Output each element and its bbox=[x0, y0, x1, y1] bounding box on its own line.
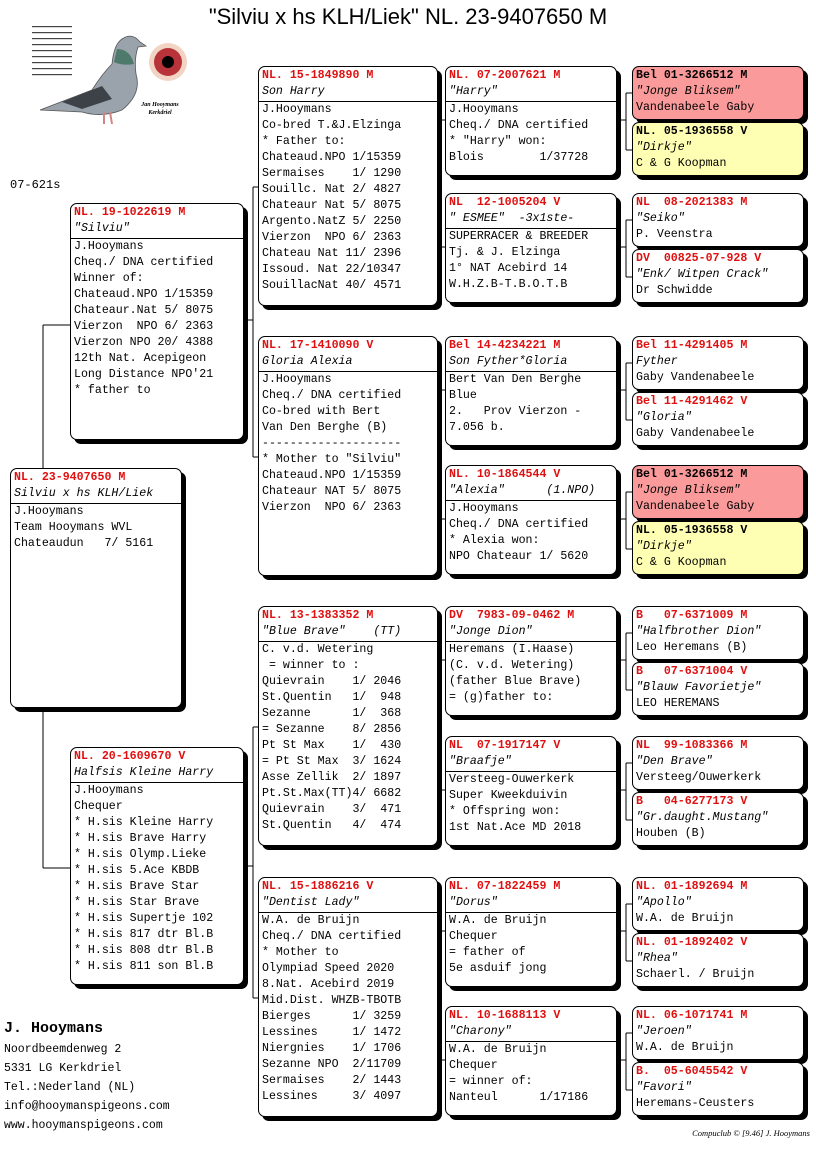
breeder-info bbox=[4, 1018, 170, 1135]
info-line: Chateaur.Nat 5/ 8075 bbox=[74, 304, 214, 317]
info-line: Super Kweekduivin bbox=[449, 789, 568, 802]
ring-number: Bel 11-4291462 V bbox=[636, 395, 748, 408]
pigeon-name: "Apollo" bbox=[636, 896, 692, 909]
pigeon-name: "Dorus" bbox=[446, 895, 616, 913]
owner-name: Gaby Vandenabeele bbox=[636, 371, 755, 384]
pedigree-code: 07-621s bbox=[10, 178, 61, 192]
grandparent-card[interactable] bbox=[258, 877, 438, 1117]
info-line: Chateaud.NPO 1/15359 bbox=[262, 469, 402, 482]
info-line: Vierzon NPO 6/ 2363 bbox=[262, 501, 402, 514]
pigeon-name: "Jonge Bliksem" bbox=[636, 484, 741, 497]
ring-number: Bel 11-4291405 M bbox=[636, 339, 748, 352]
pigeon-name: "Dirkje" bbox=[636, 141, 692, 154]
info-line: Chateau Nat 11/ 2396 bbox=[262, 247, 402, 260]
info-line: = (g)father to: bbox=[449, 691, 554, 704]
pedigree-title: "Silviu x hs KLH/Liek" NL. 23-9407650 M bbox=[208, 4, 608, 29]
info-line: W.A. de Bruijn bbox=[449, 914, 547, 927]
info-line: * H.sis 5.Ace KBDB bbox=[74, 864, 200, 877]
info-line: Co-bred T.&J.Elzinga bbox=[262, 119, 402, 132]
pigeon-name: Halfsis Kleine Harry bbox=[71, 765, 243, 783]
info-line: W.H.Z.B-T.B.O.T.B bbox=[449, 278, 568, 291]
ring-number: B 04-6277173 V bbox=[636, 795, 748, 808]
great-great-grandparent-card[interactable] bbox=[632, 336, 804, 390]
pigeon-name: "Harry" bbox=[446, 84, 616, 102]
ring-number: NL. 05-1936558 V bbox=[636, 524, 748, 537]
info-line: NPO Chateaur 1/ 5620 bbox=[449, 550, 589, 563]
info-line: Chateaud.NPO 1/15359 bbox=[74, 288, 214, 301]
info-line: Cheq./ DNA certified bbox=[74, 256, 214, 269]
info-line: 1° NAT Acebird 14 bbox=[449, 262, 568, 275]
great-great-grandparent-card[interactable] bbox=[632, 465, 804, 519]
owner-name: Dr Schwidde bbox=[636, 284, 713, 297]
ring-number: NL. 07-2007621 M bbox=[449, 69, 561, 82]
info-line: Issoud. Nat 22/10347 bbox=[262, 263, 402, 276]
pigeon-name: "Alexia" (1.NPO) bbox=[446, 483, 616, 501]
great-grandparent-card[interactable] bbox=[445, 336, 617, 446]
ring-number: NL. 06-1071741 M bbox=[636, 1009, 748, 1022]
pigeon-name: "Charony" bbox=[446, 1024, 616, 1042]
info-line: W.A. de Bruijn bbox=[262, 914, 360, 927]
great-great-grandparent-card[interactable] bbox=[632, 521, 804, 575]
ring-number: Bel 01-3266512 M bbox=[636, 468, 748, 481]
info-line: * H.sis Supertje 102 bbox=[74, 912, 214, 925]
pigeon-name: Son Harry bbox=[259, 84, 437, 102]
info-line: SUPERRACER & BREEDER bbox=[449, 230, 589, 243]
owner-name: Vandenabeele Gaby bbox=[636, 101, 755, 114]
great-grandparent-card[interactable] bbox=[445, 877, 617, 987]
pigeon-name: "Blue Brave" (TT) bbox=[259, 624, 437, 642]
info-line: Sezanne 1/ 368 bbox=[262, 707, 402, 720]
ring-number: NL. 01-1892402 V bbox=[636, 936, 748, 949]
owner-name: W.A. de Bruijn bbox=[636, 1041, 734, 1054]
info-line: Heremans (I.Haase) bbox=[449, 643, 575, 656]
pigeon-name: "Dentist Lady" bbox=[259, 895, 437, 913]
pigeon-name: "Dirkje" bbox=[636, 540, 692, 553]
info-line: Sermaises 1/ 1290 bbox=[262, 167, 402, 180]
info-line: Quievrain 3/ 471 bbox=[262, 803, 402, 816]
info-line: Lessines 1/ 1472 bbox=[262, 1026, 402, 1039]
info-line: Cheq./ DNA certified bbox=[449, 518, 589, 531]
ring-number: NL. 15-1886216 V bbox=[262, 880, 374, 893]
info-line: Quievrain 1/ 2046 bbox=[262, 675, 402, 688]
pigeon-name: "Blauw Favorietje" bbox=[636, 681, 762, 694]
info-line: Pt St Max 1/ 430 bbox=[262, 739, 402, 752]
pigeon-name: "Gloria" bbox=[636, 411, 692, 424]
info-line: 1st Nat.Ace MD 2018 bbox=[449, 821, 582, 834]
owner-name: LEO HEREMANS bbox=[636, 697, 720, 710]
great-great-grandparent-card[interactable] bbox=[632, 736, 804, 790]
ring-number: NL. 10-1864544 V bbox=[449, 468, 561, 481]
owner-name: W.A. de Bruijn bbox=[636, 912, 734, 925]
owner-name: Gaby Vandenabeele bbox=[636, 427, 755, 440]
logo-caption: Jan Hooymans bbox=[141, 102, 179, 108]
info-line: * H.sis Brave Harry bbox=[74, 832, 207, 845]
info-line: Vierzon NPO 6/ 2363 bbox=[74, 320, 214, 333]
owner-name: Versteeg/Ouwerkerk bbox=[636, 771, 762, 784]
info-line: Chequer bbox=[449, 1059, 498, 1072]
info-line: SouillacNat 40/ 4571 bbox=[262, 279, 402, 292]
owner-name: C & G Koopman bbox=[636, 556, 727, 569]
info-line: (father Blue Brave) bbox=[449, 675, 582, 688]
pigeon-name: Son Fyther*Gloria bbox=[446, 354, 616, 372]
info-line: * H.sis Olymp.Lieke bbox=[74, 848, 207, 861]
pigeon-name: "Silviu" bbox=[71, 221, 243, 239]
ring-number: NL. 23-9407650 M bbox=[14, 471, 126, 484]
ring-number: NL. 07-1822459 M bbox=[449, 880, 561, 893]
info-line: C. v.d. Wetering bbox=[262, 643, 374, 656]
owner-name: Leo Heremans (B) bbox=[636, 641, 748, 654]
info-line: Blois 1/37728 bbox=[449, 151, 589, 164]
owner-name: P. Veenstra bbox=[636, 228, 713, 241]
info-line: (C. v.d. Wetering) bbox=[449, 659, 575, 672]
great-great-grandparent-card[interactable] bbox=[632, 193, 804, 247]
ring-number: B. 05-6045542 V bbox=[636, 1065, 748, 1078]
info-line: Chateaudun 7/ 5161 bbox=[14, 537, 154, 550]
info-line: Vierzon NPO 6/ 2363 bbox=[262, 231, 402, 244]
grandparent-card[interactable] bbox=[258, 336, 438, 576]
ring-number: NL 08-2021383 M bbox=[636, 196, 748, 209]
great-great-grandparent-card[interactable] bbox=[632, 662, 804, 716]
great-grandparent-card[interactable] bbox=[445, 606, 617, 716]
ring-number: NL. 20-1609670 V bbox=[74, 750, 186, 763]
pigeon-name: "Favori" bbox=[636, 1081, 692, 1094]
ring-number: NL 99-1083366 M bbox=[636, 739, 748, 752]
website-line: www.hooymanspigeons.com bbox=[4, 1119, 163, 1132]
info-line: * H.sis Kleine Harry bbox=[74, 816, 214, 829]
owner-name: Schaerl. / Bruijn bbox=[636, 968, 755, 981]
pigeon-name: "Gr.daught.Mustang" bbox=[636, 811, 769, 824]
info-line: Chequer bbox=[74, 800, 123, 813]
info-line: * father to bbox=[74, 384, 151, 397]
info-line: Vierzon NPO 20/ 4388 bbox=[74, 336, 214, 349]
ring-number: Bel 01-3266512 M bbox=[636, 69, 748, 82]
great-great-grandparent-card[interactable] bbox=[632, 1062, 804, 1116]
info-line: Tj. & J. Elzinga bbox=[449, 246, 561, 259]
dam-card[interactable] bbox=[70, 747, 244, 985]
great-great-grandparent-card[interactable] bbox=[632, 392, 804, 446]
owner-name: Vandenabeele Gaby bbox=[636, 500, 755, 513]
great-great-grandparent-card[interactable] bbox=[632, 1006, 804, 1060]
info-line: = winner to : bbox=[262, 659, 360, 672]
info-line: Van Den Berghe (B) bbox=[262, 421, 388, 434]
owner-name: Houben (B) bbox=[636, 827, 706, 840]
ring-number: Bel 14-4234221 M bbox=[449, 339, 561, 352]
pigeon-name: Silviu x hs KLH/Liek bbox=[11, 486, 181, 504]
great-great-grandparent-card[interactable] bbox=[632, 66, 804, 120]
info-line: St.Quentin 4/ 474 bbox=[262, 819, 402, 832]
info-line: J.Hooymans bbox=[449, 502, 519, 515]
owner-name: C & G Koopman bbox=[636, 157, 727, 170]
info-line: Argento.NatZ 5/ 2250 bbox=[262, 215, 402, 228]
info-line: J.Hooymans bbox=[74, 784, 144, 797]
info-line: Cheq./ DNA certified bbox=[449, 119, 589, 132]
info-line: Chequer bbox=[449, 930, 498, 943]
great-grandparent-card[interactable] bbox=[445, 736, 617, 846]
info-line: * "Harry" won: bbox=[449, 135, 547, 148]
info-line: J.Hooymans bbox=[262, 103, 332, 116]
ring-number: NL. 13-1383352 M bbox=[262, 609, 374, 622]
info-line: Cheq./ DNA certified bbox=[262, 389, 402, 402]
info-line: J.Hooymans bbox=[74, 240, 144, 253]
pigeon-name: "Jonge Dion" bbox=[446, 624, 616, 642]
ring-number: NL. 15-1849890 M bbox=[262, 69, 374, 82]
ring-number: NL. 05-1936558 V bbox=[636, 125, 748, 138]
pigeon-name: "Jonge Bliksem" bbox=[636, 85, 741, 98]
sire-card[interactable] bbox=[70, 203, 244, 440]
info-line: Long Distance NPO'21 bbox=[74, 368, 214, 381]
info-line: * Mother to "Silviu" bbox=[262, 453, 402, 466]
info-line: * Offspring won: bbox=[449, 805, 561, 818]
ring-number: B 07-6371009 M bbox=[636, 609, 748, 622]
grandparent-card[interactable] bbox=[258, 66, 438, 306]
info-line: Team Hooymans WVL bbox=[14, 521, 133, 534]
info-line: Pt.St.Max(TT)4/ 6682 bbox=[262, 787, 402, 800]
pigeon-name: "Enk/ Witpen Crack" bbox=[636, 268, 769, 281]
great-great-grandparent-card[interactable] bbox=[632, 792, 804, 846]
ring-number: NL. 17-1410090 V bbox=[262, 339, 374, 352]
info-line: * H.sis Brave Star bbox=[74, 880, 200, 893]
info-line: Sermaises 2/ 1443 bbox=[262, 1074, 402, 1087]
pigeon-name: "Halfbrother Dion" bbox=[636, 625, 762, 638]
pigeon-name: "Rhea" bbox=[636, 952, 678, 965]
info-line: 12th Nat. Acepigeon bbox=[74, 352, 207, 365]
info-line: = Sezanne 8/ 2856 bbox=[262, 723, 402, 736]
ring-number: DV 00825-07-928 V bbox=[636, 252, 762, 265]
info-line: Co-bred with Bert bbox=[262, 405, 381, 418]
ring-number: NL. 01-1892694 M bbox=[636, 880, 748, 893]
great-great-grandparent-card[interactable] bbox=[632, 606, 804, 660]
info-line: = father of bbox=[449, 946, 526, 959]
info-line: Winner of: bbox=[74, 272, 144, 285]
info-line: * H.sis Star Brave bbox=[74, 896, 200, 909]
info-line: Asse Zellik 2/ 1897 bbox=[262, 771, 402, 784]
great-grandparent-card[interactable] bbox=[445, 193, 617, 303]
address-line: Noordbeemdenweg 2 bbox=[4, 1043, 122, 1056]
subject-pigeon-card[interactable] bbox=[10, 468, 182, 708]
info-line: J.Hooymans bbox=[262, 373, 332, 386]
info-line: St.Quentin 1/ 948 bbox=[262, 691, 402, 704]
great-great-grandparent-card[interactable] bbox=[632, 249, 804, 303]
breeder-name: J. Hooymans bbox=[4, 1020, 104, 1037]
info-line: * Mother to bbox=[262, 946, 339, 959]
info-line: Bert Van Den Berghe bbox=[449, 373, 582, 386]
info-line: 5e asduif jong bbox=[449, 962, 547, 975]
info-line: Blue bbox=[449, 389, 477, 402]
pigeon-name: " ESMEE" -3x1ste- bbox=[446, 211, 616, 229]
ring-number: B 07-6371004 V bbox=[636, 665, 748, 678]
info-line: * Alexia won: bbox=[449, 534, 540, 547]
info-line: * H.sis 808 dtr Bl.B bbox=[74, 944, 214, 957]
info-line: -------------------- bbox=[262, 437, 402, 450]
ring-number: NL. 19-1022619 M bbox=[74, 206, 186, 219]
phone-line: Tel.:Nederland (NL) bbox=[4, 1081, 136, 1094]
grandparent-card[interactable] bbox=[258, 606, 438, 846]
info-line: Souillc. Nat 2/ 4827 bbox=[262, 183, 402, 196]
info-line: 8.Nat. Acebird 2019 bbox=[262, 978, 395, 991]
pigeon-name: Fyther bbox=[636, 355, 678, 368]
info-line: J.Hooymans bbox=[14, 505, 84, 518]
info-line: Olympiad Speed 2020 bbox=[262, 962, 395, 975]
great-great-grandparent-card[interactable] bbox=[632, 877, 804, 931]
info-line: * Father to: bbox=[262, 135, 346, 148]
info-line: = Pt St Max 3/ 1624 bbox=[262, 755, 402, 768]
info-line: * H.sis 811 son Bl.B bbox=[74, 960, 214, 973]
great-grandparent-card[interactable] bbox=[445, 465, 617, 575]
info-line: W.A. de Bruijn bbox=[449, 1043, 547, 1056]
info-line: Nanteul 1/17186 bbox=[449, 1091, 589, 1104]
pigeon-name: "Jeroen" bbox=[636, 1025, 692, 1038]
info-line: J.Hooymans bbox=[449, 103, 519, 116]
email-line: info@hooymanspigeons.com bbox=[4, 1100, 170, 1113]
address-line: 5331 LG Kerkdriel bbox=[4, 1062, 122, 1075]
info-line: Mid.Dist. WHZB-TBOTB bbox=[262, 994, 402, 1007]
info-line: Versteeg-Ouwerkerk bbox=[449, 773, 575, 786]
owner-name: Heremans-Ceusters bbox=[636, 1097, 755, 1110]
great-grandparent-card[interactable] bbox=[445, 66, 617, 176]
pigeon-name: "Seiko" bbox=[636, 212, 685, 225]
info-line: Niergnies 1/ 1706 bbox=[262, 1042, 402, 1055]
great-grandparent-card[interactable] bbox=[445, 1006, 617, 1116]
ring-number: DV 7983-09-0462 M bbox=[449, 609, 575, 622]
info-line: Chateaur Nat 5/ 8075 bbox=[262, 199, 402, 212]
great-great-grandparent-card[interactable] bbox=[632, 122, 804, 176]
info-line: Bierges 1/ 3259 bbox=[262, 1010, 402, 1023]
pigeon-name: "Den Brave" bbox=[636, 755, 713, 768]
ring-number: NL. 10-1688113 V bbox=[449, 1009, 561, 1022]
ring-number: NL 07-1917147 V bbox=[449, 739, 561, 752]
info-line: Lessines 3/ 4097 bbox=[262, 1090, 402, 1103]
info-line: Sezanne NPO 2/11709 bbox=[262, 1058, 402, 1071]
info-line: Chateaur NAT 5/ 8075 bbox=[262, 485, 402, 498]
software-credit: Compuclub © [9.46] J. Hooymans bbox=[692, 1128, 810, 1138]
info-line: * H.sis 817 dtr Bl.B bbox=[74, 928, 214, 941]
info-line: Chateaud.NPO 1/15359 bbox=[262, 151, 402, 164]
info-line: Cheq./ DNA certified bbox=[262, 930, 402, 943]
info-line: = winner of: bbox=[449, 1075, 533, 1088]
info-line: 2. Prov Vierzon - bbox=[449, 405, 582, 418]
ring-number: NL 12-1005204 V bbox=[449, 196, 561, 209]
great-great-grandparent-card[interactable] bbox=[632, 933, 804, 987]
pigeon-name: Gloria Alexia bbox=[259, 354, 437, 372]
logo-caption-place: Kerkdriel bbox=[148, 110, 172, 116]
info-line: 7.056 b. bbox=[449, 421, 505, 434]
pigeon-name: "Braafje" bbox=[446, 754, 616, 772]
